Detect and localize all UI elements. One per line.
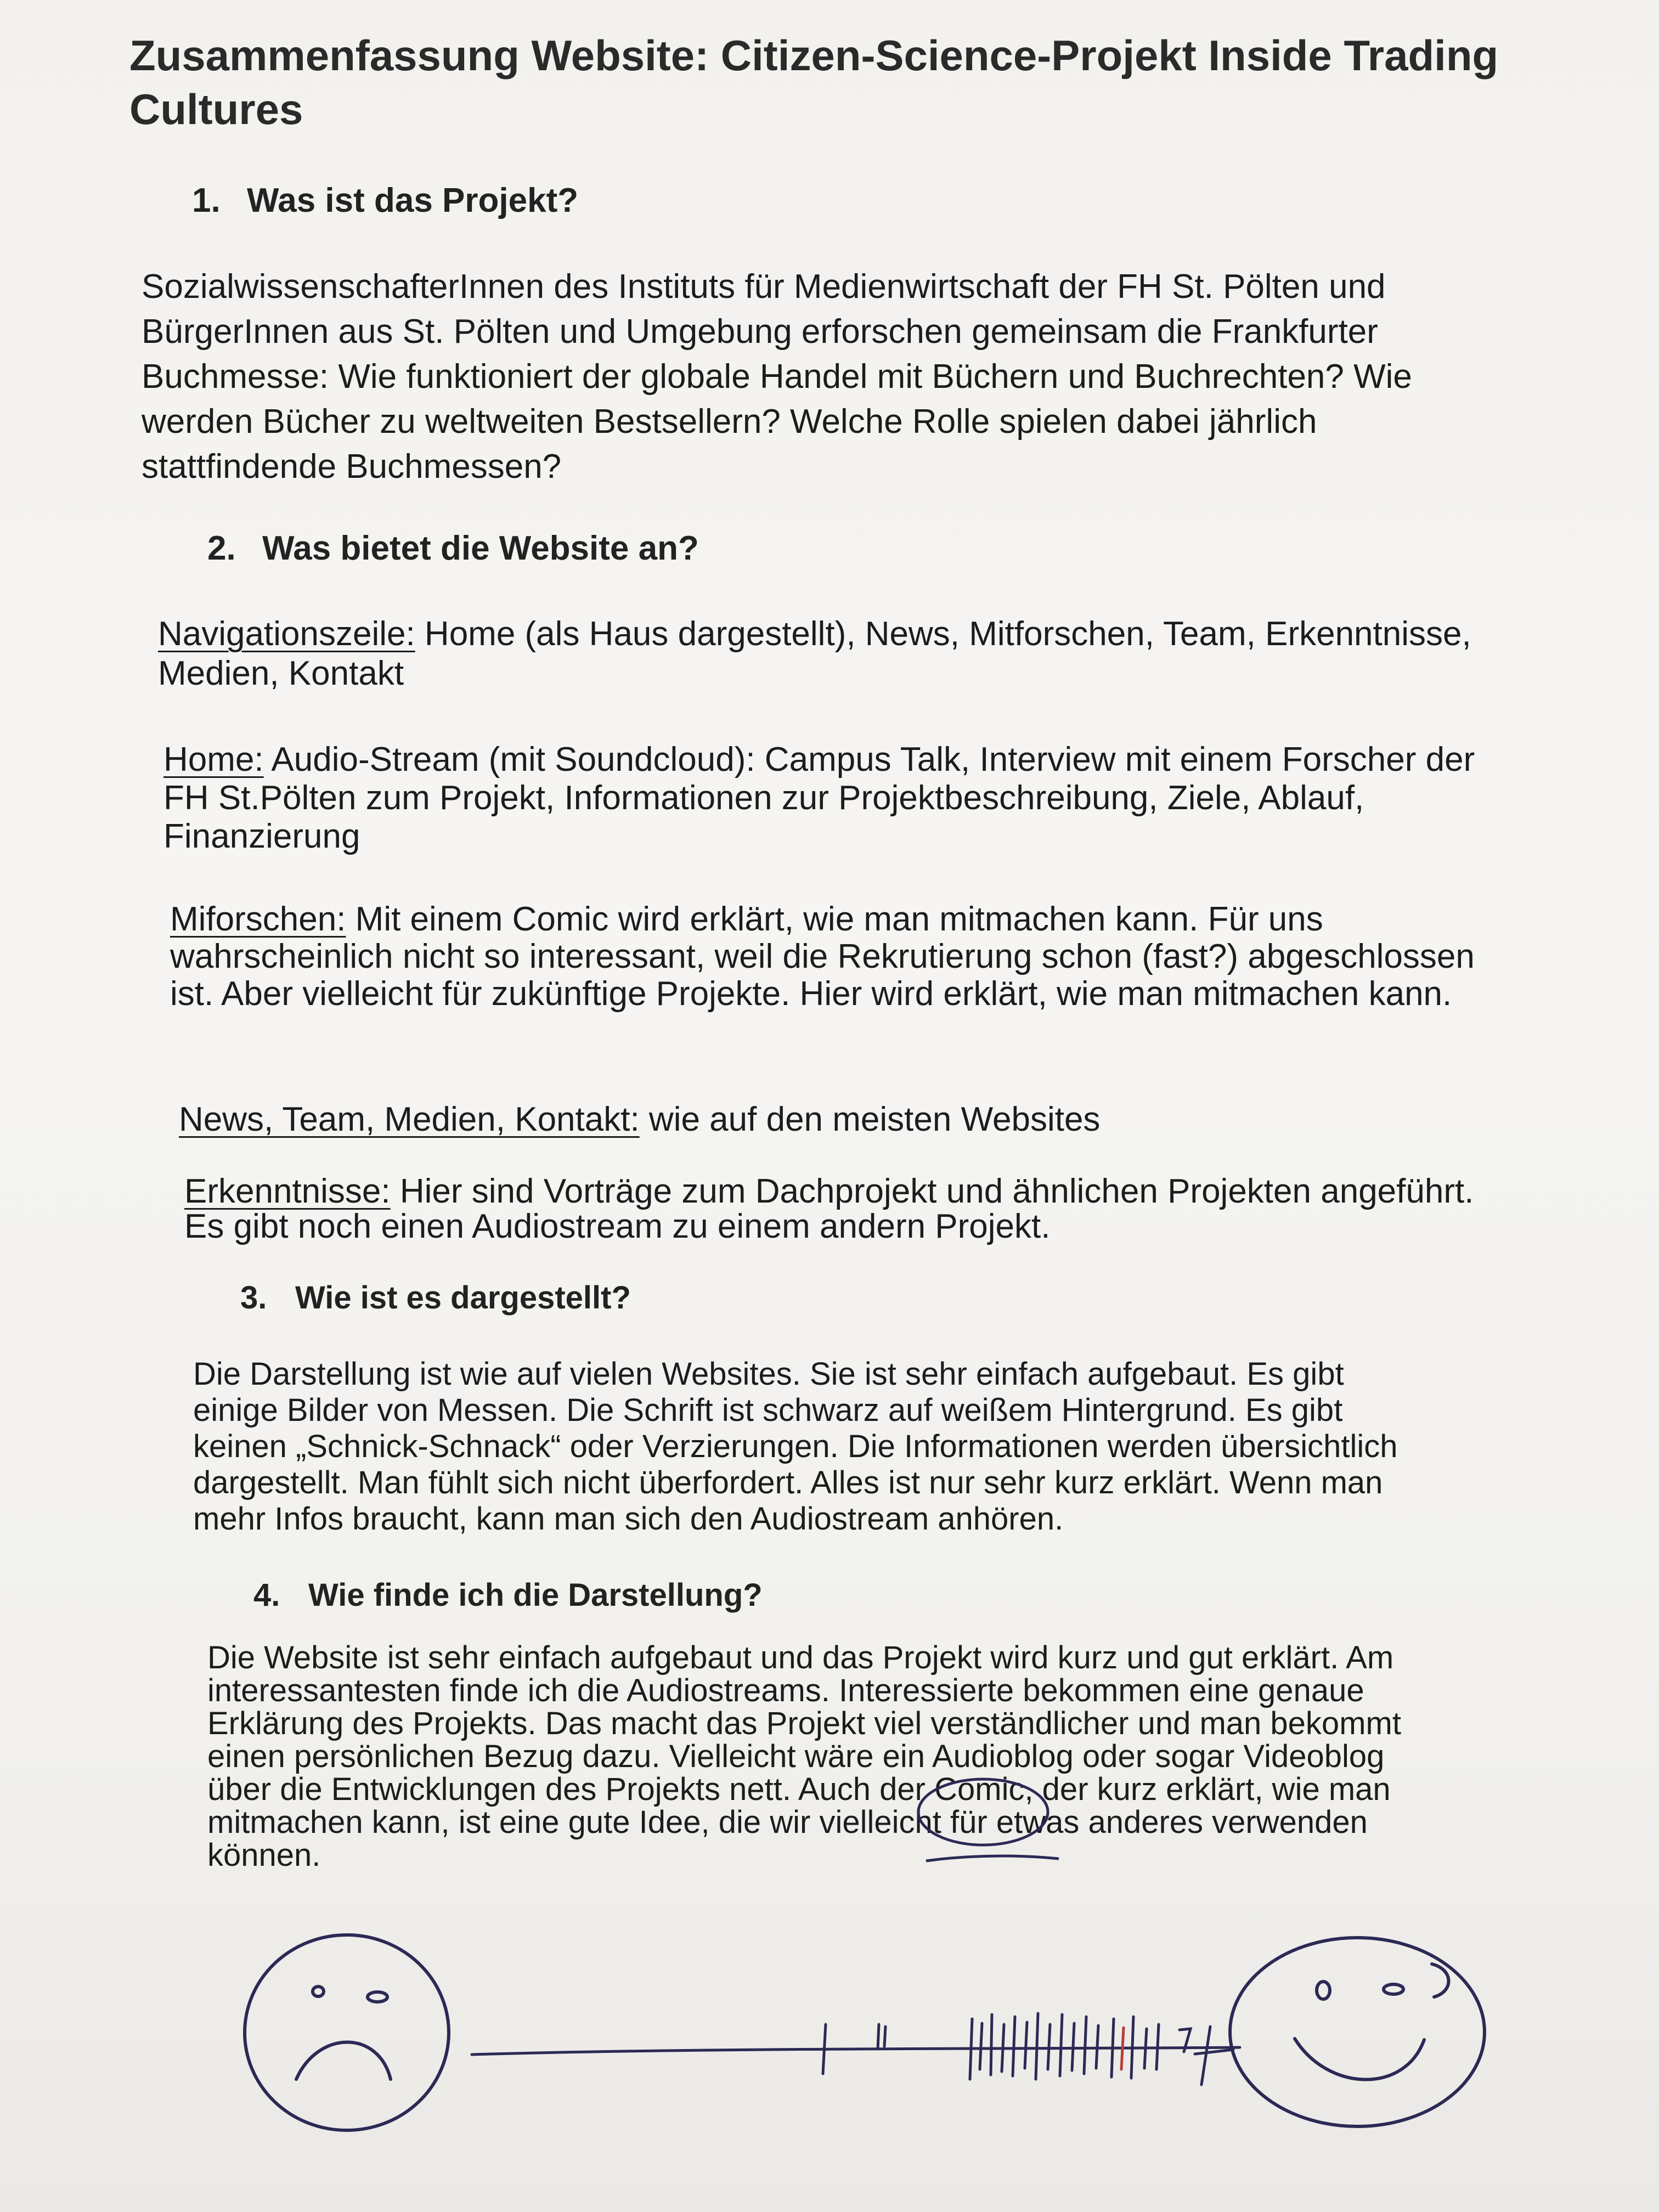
- section-title: Wie ist es dargestellt?: [295, 1280, 631, 1316]
- happy-face-icon: [1230, 1938, 1485, 2126]
- item-text: Mit einem Comic wird erklärt, wie man mitmachen kann. Für uns wahrscheinlich nicht so interessant, weil die Rekrutierung schon (fast?) abgeschlossen ist. Aber vielleicht für zukünftige Projekte. Hier wird erklärt, wie man mitmachen kann.: [170, 900, 1475, 1013]
- section-4-text: Die Website ist sehr einfach aufgebaut und das Projekt wird kurz und gut erklärt. Am interessantesten finde ich die Audiostreams. Interessierte bekommen eine genaue Erklärung des Projekts. Das macht das Projekt viel verständlicher und man bekommt einen persönlichen Bezug dazu. Vielleicht wäre ein Audioblog oder sogar Videoblog über die Entwicklungen des Projekts nett. Auch der Comic, der kurz erklärt, wie man mitmachen kann, ist eine gute Idee, die wir vielleicht für etwas anderes verwenden können.: [207, 1640, 1401, 1873]
- section-number: 3.: [240, 1280, 267, 1316]
- item-label: Navigationszeile:: [158, 615, 415, 653]
- sad-face-icon: [245, 1935, 449, 2130]
- item-erkenntnisse: [184, 1174, 1523, 1244]
- section-number: 4.: [253, 1577, 280, 1613]
- section-number: 2.: [207, 529, 236, 567]
- section-title: Wie finde ich die Darstellung?: [308, 1577, 763, 1613]
- item-text: wie auf den meisten Websites: [639, 1101, 1101, 1138]
- item-text: Audio-Stream (mit Soundcloud): Campus Talk, Interview mit einem Forscher der FH St.Pölten zum Projekt, Informationen zur Projektbeschreibung, Ziele, Ablauf, Finanzierung: [163, 741, 1475, 855]
- section-3-heading: [240, 1276, 631, 1320]
- section-1-text: SozialwissenschafterInnen des Instituts für Medienwirtschaft der FH St. Pölten und BürgerInnen aus St. Pölten und Umgebung erforschen gemeinsam die Frankfurter Buchmesse: Wie funktioniert der globale Handel mit Büchern und Buchrechten? Wie werden Bücher zu weltweiten Bestsellern? Welche Rolle spielen dabei jährlich stattfindende Buchmessen?: [142, 268, 1412, 486]
- section-3-text: Die Darstellung ist wie auf vielen Websites. Sie ist sehr einfach aufgebaut. Es gibt einige Bilder von Messen. Die Schrift ist schwarz auf weißem Hintergrund. Es gibt keinen „Schnick-Schnack“ oder Verzierungen. Die Informationen werden übersichtlich dargestellt. Man fühlt sich nicht überfordert. Alles ist nur sehr kurz erklärt. Wenn man mehr Infos braucht, kann man sich den Audiostream anhören.: [193, 1356, 1398, 1537]
- section-title: Was bietet die Website an?: [262, 529, 699, 567]
- section-4-heading: [253, 1573, 763, 1617]
- section-title: Was ist das Projekt?: [247, 182, 579, 219]
- item-label: Erkenntnisse:: [184, 1172, 391, 1210]
- section-number: 1.: [192, 182, 221, 219]
- item-text: Home (als Haus dargestellt), News, Mitforschen, Team, Erkenntnisse, Medien, Kontakt: [158, 615, 1471, 692]
- document-title: Zusammenfassung Website: Citizen-Science-Projekt Inside Trading Cultures: [129, 31, 1499, 133]
- item-label: Home:: [163, 741, 264, 778]
- section-2-heading: [207, 527, 699, 571]
- rating-scale: [0, 1909, 1659, 2212]
- item-text: Hier sind Vorträge zum Dachprojekt und ähnlichen Projekten angeführt. Es gibt noch einen Audiostream zu einem andern Projekt.: [184, 1172, 1474, 1245]
- item-navigationszeile: [158, 614, 1519, 693]
- item-home: [163, 741, 1513, 856]
- item-label: News, Team, Medien, Kontakt:: [179, 1101, 640, 1138]
- item-label: Miforschen:: [170, 900, 346, 938]
- item-mitforschen: [170, 901, 1509, 1013]
- section-1-heading: [192, 179, 578, 223]
- item-news-team: [179, 1097, 1517, 1142]
